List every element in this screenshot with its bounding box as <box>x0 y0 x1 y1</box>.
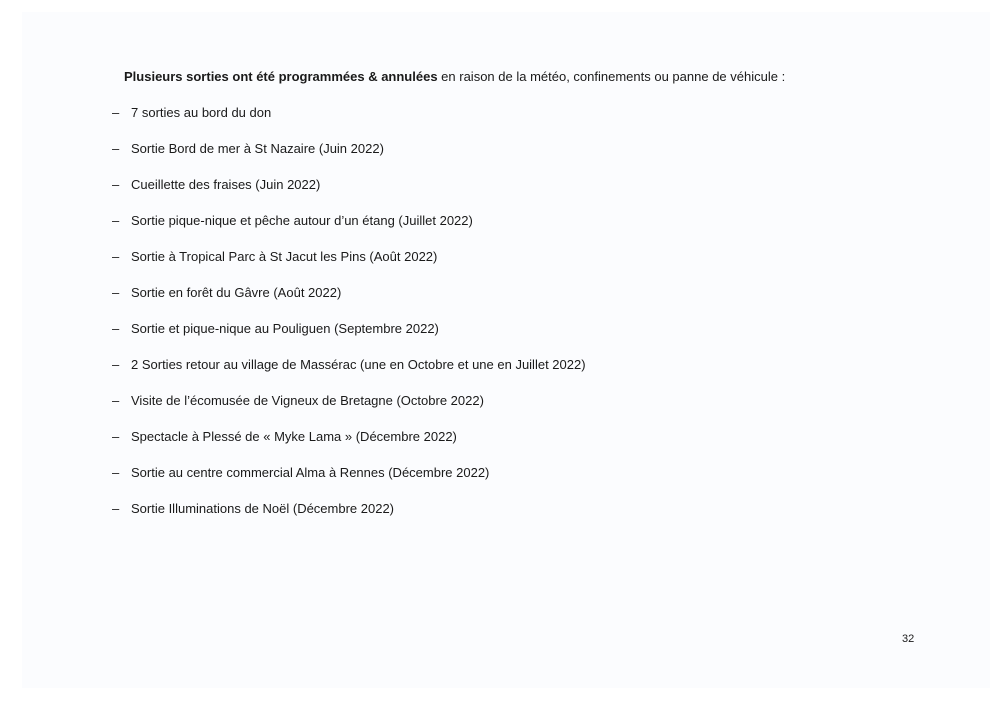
bullet-dash: – <box>112 105 120 120</box>
list-item-text: Sortie pique-nique et pêche autour d’un étang (Juillet 2022) <box>131 213 473 228</box>
bullet-dash: – <box>112 429 120 444</box>
list-item-text: Sortie à Tropical Parc à St Jacut les Pins (Août 2022) <box>131 249 438 264</box>
list-item-text: 7 sorties au bord du don <box>131 105 272 120</box>
bullet-dash: – <box>112 213 120 228</box>
intro-regular-text: en raison de la météo, confinements ou panne de véhicule : <box>437 69 786 84</box>
list-item-text: Sortie Bord de mer à St Nazaire (Juin 2022) <box>131 141 384 156</box>
list-item-text: Cueillette des fraises (Juin 2022) <box>131 177 321 192</box>
bullet-dash: – <box>112 357 120 372</box>
bullet-dash: – <box>112 141 120 156</box>
list-item-text: Sortie au centre commercial Alma à Rennes (Décembre 2022) <box>131 465 490 480</box>
bullet-dash: – <box>112 177 120 192</box>
intro-bold-text: Plusieurs sorties ont été programmées & annulées <box>124 69 438 84</box>
page-number: 32 <box>902 633 915 645</box>
bullet-dash: – <box>112 501 120 516</box>
bullet-dash: – <box>112 321 120 336</box>
bullet-dash: – <box>112 393 120 408</box>
list-item-text: Spectacle à Plessé de « Myke Lama » (Décembre 2022) <box>131 429 457 444</box>
list-item-text: 2 Sorties retour au village de Massérac (une en Octobre et une en Juillet 2022) <box>131 357 586 372</box>
list-item-text: Sortie et pique-nique au Pouliguen (Septembre 2022) <box>131 321 439 336</box>
list-item-text: Sortie en forêt du Gâvre (Août 2022) <box>131 285 342 300</box>
list-item-text: Visite de l’écomusée de Vigneux de Bretagne (Octobre 2022) <box>131 393 484 408</box>
list-item-text: Sortie Illuminations de Noël (Décembre 2022) <box>131 501 395 516</box>
intro-paragraph <box>124 68 785 86</box>
bullet-dash: – <box>112 285 120 300</box>
bullet-dash: – <box>112 465 120 480</box>
bullet-dash: – <box>112 249 120 264</box>
